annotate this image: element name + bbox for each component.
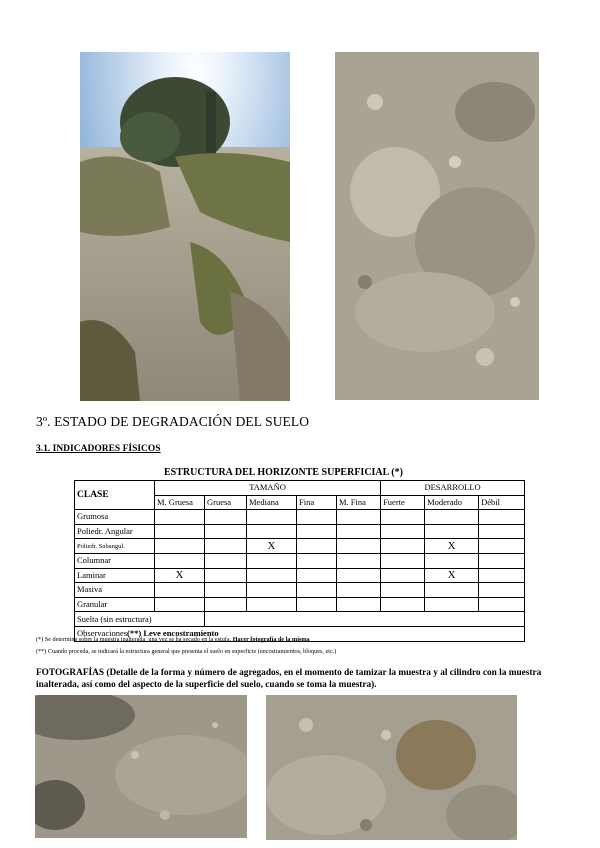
table-row [75,583,525,598]
table-cell: X [247,539,297,554]
table-cell [247,597,297,612]
table-cell [155,539,205,554]
footnote-2: (**) Cuando proceda, se indicará la estructura general que presenta el suelo en superficie (encostramientos, bloques, etc.) [36,648,337,655]
suelta-label: Suelta (sin estructura) [75,612,205,627]
column-header: M. Fina [337,495,381,510]
table-cell [381,583,425,598]
table-row [75,510,525,525]
table-cell [247,568,297,583]
table-cell: X [425,539,479,554]
section-title: 3º. ESTADO DE DEGRADACIÓN DEL SUELO [36,414,310,429]
column-header: Débil [479,495,525,510]
column-header: M. Gruesa [155,495,205,510]
table-cell [381,510,425,525]
table-cell: X [155,568,205,583]
table-cell [337,524,381,539]
table-cell [337,583,381,598]
table-cell [205,597,247,612]
table-row [75,539,525,554]
observaciones-label: Observaciones [77,628,128,639]
column-header: Fuerte [381,495,425,510]
tamano-header: TAMAÑO [155,481,381,496]
column-header: Mediana [247,495,297,510]
row-label: Masiva [75,583,155,598]
table-row [75,597,525,612]
table-cell [479,510,525,525]
table-row [75,524,525,539]
table-cell [337,553,381,568]
row-label: Grumosa [75,510,155,525]
clase-header: CLASE [75,481,155,510]
table-cell [297,510,337,525]
footnote-1-bold: Hacer fotografía de la misma [232,636,310,643]
table-cell [155,553,205,568]
table-cell [155,524,205,539]
table-cell [337,568,381,583]
table-cell [479,524,525,539]
table-cell [479,568,525,583]
row-label: Poliedr. Subangul. [75,539,155,554]
soil-surface-photo [35,695,247,838]
table-cell [479,539,525,554]
column-header: Moderado [425,495,479,510]
table-cell [381,568,425,583]
row-label: Columnar [75,553,155,568]
suelta-value [205,612,525,627]
table-cell [155,597,205,612]
table-cell [337,510,381,525]
table-cell [297,553,337,568]
table-cell [205,524,247,539]
table-cell [297,597,337,612]
fotografias-text: (Detalle de la forma y número de agregados, en el momento de tamizar la muestra y al cilindro con la muestra inalterada, así como del aspecto de la superficie del suelo, cuando se toma la muestra). [36,668,542,690]
table-cell [205,510,247,525]
table-cell [205,553,247,568]
class-rows [75,510,525,612]
desarrollo-header: DESARROLLO [381,481,525,496]
table-cell [247,583,297,598]
column-header: Fina [297,495,337,510]
table-cell [479,597,525,612]
table-cell [205,568,247,583]
row-label: Laminar [75,568,155,583]
table-cell [425,583,479,598]
observaciones-marker: (**) [127,628,142,639]
table-cell [381,597,425,612]
table-cell [155,583,205,598]
table-cell [297,539,337,554]
table-cell [155,510,205,525]
table-cell [425,597,479,612]
table-cell [381,553,425,568]
column-header: Gruesa [205,495,247,510]
table-cell [297,568,337,583]
table-cell [247,510,297,525]
table-row [75,568,525,583]
table-cell [205,539,247,554]
table-row [75,553,525,568]
table-cell [479,553,525,568]
table-cell [425,524,479,539]
table-cell [425,553,479,568]
table-cell [247,553,297,568]
row-label: Poliedr. Angular [75,524,155,539]
row-label: Granular [75,597,155,612]
table-cell [381,539,425,554]
fotografias-paragraph [36,667,576,691]
structure-table [74,480,525,642]
table-cell: X [425,568,479,583]
observaciones-value: Leve encostramiento [143,628,219,639]
table-cell [425,510,479,525]
footnote-1-text: (*) Se determina sobre la muestra inalterada, una vez se ha secado en la estufa. [36,636,232,643]
subsection-title: 3.1. INDICADORES FÍSICOS [36,444,161,454]
landscape-photo [80,52,290,401]
table-cell [337,539,381,554]
table-title: ESTRUCTURA DEL HORIZONTE SUPERFICIAL (*) [164,467,403,478]
table-cell [205,583,247,598]
table-cell [381,524,425,539]
table-cell [297,583,337,598]
table-cell [247,524,297,539]
table-cell [337,597,381,612]
fotografias-heading: FOTOGRAFÍAS [36,668,105,678]
table-cell [297,524,337,539]
footnote-1 [36,636,310,643]
soil-sample-photo [266,695,517,840]
table-cell [479,583,525,598]
soil-closeup-photo [335,52,539,400]
